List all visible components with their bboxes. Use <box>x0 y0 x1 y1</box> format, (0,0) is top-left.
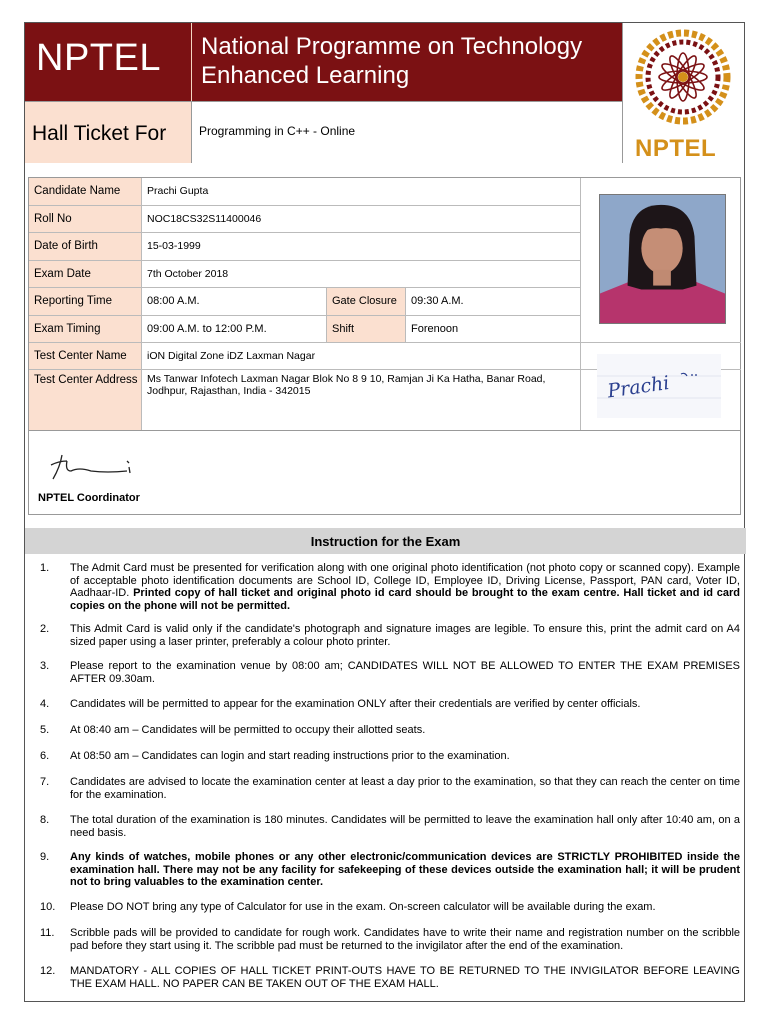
instruction-number: 12. <box>40 965 56 977</box>
logo-emblem-icon <box>623 23 743 133</box>
row-candidate-name <box>29 178 580 206</box>
programme-title-line2: Enhanced Learning <box>201 62 410 89</box>
gate-closure-label: Gate Closure <box>326 288 406 315</box>
instruction-text: This Admit Card is valid only if the candidate's photograph and signature images are legible. To ensure this, print the admit card on A4 sized paper using a laser printer, preferably a colour photo printer. <box>70 623 740 648</box>
instruction-number: 1. <box>40 562 50 574</box>
exam-date-label: Exam Date <box>29 261 142 287</box>
exam-timing-label: Exam Timing <box>29 316 142 342</box>
instruction-number: 11. <box>40 927 55 939</box>
candidate-photo-frame <box>580 178 741 343</box>
candidate-signature-frame <box>580 343 741 430</box>
instruction-number: 8. <box>40 814 50 826</box>
brand-title: NPTEL <box>25 23 191 101</box>
coordinator-signature <box>45 449 145 485</box>
center-name: iON Digital Zone iDZ Laxman Nagar <box>147 350 316 362</box>
hall-ticket <box>24 22 745 1002</box>
row-center-address <box>29 370 580 430</box>
coordinator-signature-block <box>29 430 741 515</box>
center-address <box>142 370 545 430</box>
logo-wordmark: NPTEL <box>635 135 717 162</box>
center-address-line2: Jodhpur, Rajasthan, India - 342015 <box>147 385 311 397</box>
instruction-number: 6. <box>40 750 50 762</box>
instruction-text: Candidates are advised to locate the examination center at least a day prior to the examination, so that they can reach the center on time for the examination. <box>70 776 740 801</box>
gate-closure: 09:30 A.M. <box>411 295 464 307</box>
instruction-number: 7. <box>40 776 50 788</box>
roll-no: NOC18CS32S11400046 <box>147 213 262 225</box>
candidate-signature-text: Prachi <box>606 372 671 403</box>
instruction-number: 9. <box>40 851 50 863</box>
instruction-text: Please DO NOT bring any type of Calculator for use in the exam. On-screen calculator will be available during the exam. <box>70 901 656 913</box>
instruction-number: 10. <box>40 901 56 913</box>
course-name: Programming in C++ - Online <box>191 101 622 163</box>
instructions-heading: Instruction for the Exam <box>25 528 746 554</box>
row-exam-date <box>29 261 580 288</box>
center-address-line1: Ms Tanwar Infotech Laxman Nagar Blok No 8 9 10, Ramjan Ji Ka Hatha, Banar Road, <box>147 373 546 385</box>
row-reporting-time <box>29 288 580 316</box>
reporting-time: 08:00 A.M. <box>147 295 200 307</box>
exam-timing: 09:00 A.M. to 12:00 P.M. <box>147 323 267 335</box>
candidate-signature <box>597 354 721 418</box>
instruction-number: 2. <box>40 623 50 635</box>
row-dob <box>29 233 580 261</box>
programme-title-line1: National Programme on Technology <box>201 33 583 60</box>
instruction-text: At 08:40 am – Candidates will be permitted to occupy their allotted seats. <box>70 724 426 736</box>
nptel-logo <box>622 23 744 163</box>
exam-date: 7th October 2018 <box>147 268 229 280</box>
instruction-text-bold: Printed copy of hall ticket and original photo id card should be brought to the exam centre. Hall ticket and id card copies on the phone will not be permitted. <box>70 587 740 612</box>
center-name-label: Test Center Name <box>29 343 142 369</box>
instruction-text: Please report to the examination venue by 08:00 am; CANDIDATES WILL NOT BE ALLOWED TO ENTER THE EXAM PREMISES AFTER 09.30am. <box>70 660 740 685</box>
reporting-time-label: Reporting Time <box>29 288 142 315</box>
instruction-text: Scribble pads will be provided to candidate for rough work. Candidates have to write their name and registration number on the scribble pad before they start using it. The scribble pad must be returned to the invigilator after the end of the examination. <box>70 927 740 952</box>
dob-label: Date of Birth <box>29 233 142 260</box>
candidate-photo <box>599 194 726 324</box>
row-exam-timing <box>29 316 580 343</box>
shift: Forenoon <box>411 323 459 335</box>
instruction-text <box>70 562 740 612</box>
instruction-text: At 08:50 am – Candidates can login and start reading instructions prior to the examination. <box>70 750 510 762</box>
instruction-number: 4. <box>40 698 50 710</box>
hall-ticket-label: Hall Ticket For <box>25 101 191 163</box>
instruction-number: 3. <box>40 660 50 672</box>
coordinator-label: NPTEL Coordinator <box>38 492 140 504</box>
instruction-text: The total duration of the examination is 180 minutes. Candidates will be permitted to leave the examination hall only after 10:40 am, on a need basis. <box>70 814 740 839</box>
instruction-text: Any kinds of watches, mobile phones or any other electronic/communication devices are STRICTLY PROHIBITED inside the examination hall. There may not be any facility for safekeeping of these devices outside the examination hall; it will be prudent not to bring valuables to the examination center. <box>70 851 740 888</box>
instruction-number: 5. <box>40 724 50 736</box>
candidate-name: Prachi Gupta <box>147 185 209 197</box>
candidate-details <box>28 177 741 515</box>
dob: 15-03-1999 <box>147 240 201 252</box>
roll-no-label: Roll No <box>29 206 142 232</box>
instruction-text: MANDATORY - ALL COPIES OF HALL TICKET PRINT-OUTS HAVE TO BE RETURNED TO THE INVIGILATOR BEFORE LEAVING THE EXAM HALL. NO PAPER CAN BE TAKEN OUT OF THE EXAM HALL. <box>70 965 740 990</box>
shift-label: Shift <box>326 316 406 342</box>
instruction-text-regular: The Admit Card must be presented for verification along with one original photo identification (not photo copy or scanned copy). Example of acceptable photo identification documents are School ID, College ID, Employee ID, Driving License, Passport, PAN card, Voter ID, Aadhaar-ID. <box>70 562 740 599</box>
center-address-label: Test Center Address <box>29 370 142 430</box>
instruction-text: Candidates will be permitted to appear for the examination ONLY after their credentials are verified by center officials. <box>70 698 641 710</box>
row-roll-no <box>29 206 580 233</box>
candidate-name-label: Candidate Name <box>29 178 142 205</box>
programme-title <box>191 23 622 101</box>
